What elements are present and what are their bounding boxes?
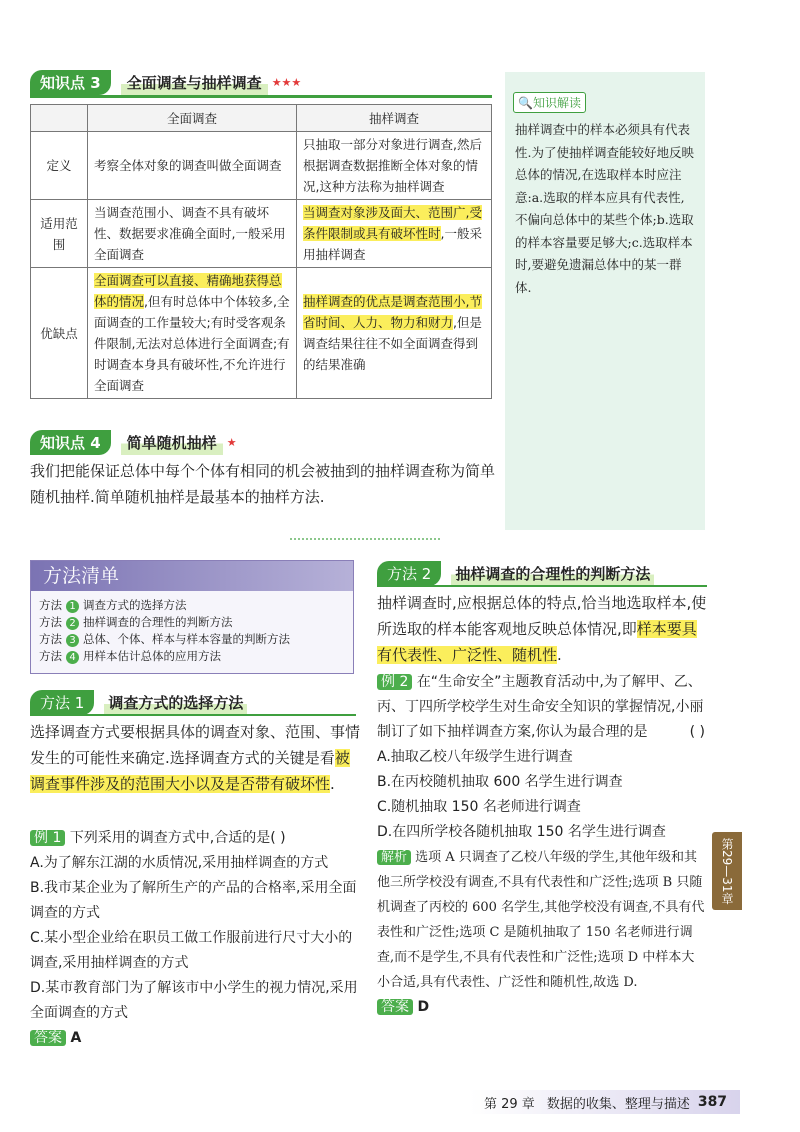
highlight-text: 被调查事件涉及的范围大小以及是否带有破坏性 [30, 749, 350, 793]
side-note-panel [505, 72, 705, 530]
table-header-row [31, 105, 492, 132]
side-note-text: 抽样调查中的样本必须具有代表性.为了使抽样调查能较好地反映总体的情况,在选取样本时应注意:a.选取的样本应具有代表性,不偏向总体中的某些个体;b.选取的样本容量要足够大;c.选取样本时,要避免遗漏总体中的某一群体. [515, 122, 694, 295]
cell-full: 考察全体对象的调查叫做全面调查 [88, 132, 297, 200]
option: D.某市教育部门为了解该市中小学生的视力情况,采用全面调查的方式 [30, 980, 358, 1021]
table-row [31, 268, 492, 399]
row-label: 定义 [31, 132, 88, 200]
list-item: 方法 3 总体、个体、样本与样本容量的判断方法 [39, 632, 290, 646]
option: A.抽取乙校八年级学生进行调查 [377, 749, 573, 765]
methods-list [31, 591, 353, 665]
table-header [31, 105, 88, 132]
m1-title: 调查方式的选择方法 [104, 690, 247, 715]
table-header: 抽样调查 [297, 105, 492, 132]
m2-rule [377, 585, 707, 587]
list-item: 方法 1 调查方式的选择方法 [39, 598, 187, 612]
kp3-stars: ★★★ [271, 75, 302, 89]
example-question: 例 2 在“生命安全”主题教育活动中,为了解甲、乙、丙、丁四所学校学生对生命安全知识的掌握情况,小丽制订了如下抽样调查方案,你认为最合理的是 ( ) [377, 670, 705, 745]
m1-text: 选择调查方式要根据具体的调查对象、范围、事情发生的可能性来确定.选择调查方式的关键是看被调查事件涉及的范围大小以及是否带有破坏性. [30, 723, 361, 793]
m1-header [30, 690, 247, 714]
cell-text: ,但有时总体中个体较多,全面调查的工作量较大;有时受客观条件限制,无法对总体进行全面调查;有时调查本身具有破坏性,不允许进行全面调查 [94, 294, 290, 393]
footer-title: 数据的收集、整理与描述 [546, 1096, 690, 1112]
kp3-title: 全面调查与抽样调查 [121, 70, 268, 95]
option: B.在丙校随机抽取 600 名学生进行调查 [377, 774, 623, 790]
m2-badge: 方法 2 [377, 561, 441, 586]
cell-text: ,一般采用抽样调查 [303, 226, 482, 262]
page-number: 387 [697, 1094, 728, 1110]
kp3-rule [30, 95, 492, 98]
option: C.随机抽取 150 名老师进行调查 [377, 799, 581, 815]
answer-paren: ( ) [689, 724, 705, 740]
footer-chapter: 第 29 章 [484, 1096, 535, 1112]
kp4-stars: ★ [226, 435, 237, 449]
list-item: 方法 2 抽样调查的合理性的判断方法 [39, 615, 233, 629]
cell-full: 当调查范围小、调查不具有破坏性、数据要求准确全面时,一般采用全面调查 [88, 200, 297, 268]
option: C.某小型企业给在职员工做工作服前进行尺寸大小的调查,采用抽样调查的方式 [30, 930, 353, 971]
number-badge: 1 [66, 600, 79, 613]
methods-list-title: 方法清单 [31, 561, 353, 591]
kp4-title: 简单随机抽样 [121, 430, 223, 455]
highlight-text: 全面调查可以直接、精确地获得总体的情况 [94, 273, 282, 309]
kp3-header [30, 70, 301, 94]
highlight-text: 样本要具有代表性、广泛性、随机性 [377, 620, 697, 664]
side-note-title [513, 92, 586, 113]
section-divider [290, 538, 440, 540]
option: D.在四所学校各随机抽取 150 名学生进行调查 [377, 824, 666, 840]
number-badge: 2 [66, 617, 79, 630]
answer-tag: 答案 [377, 999, 413, 1015]
cell-sample [297, 268, 492, 399]
comparison-table [30, 104, 492, 399]
magnifier-icon: 🔍 [518, 96, 533, 110]
example-question: 例 1 下列采用的调查方式中,合适的是( ) [30, 826, 360, 851]
row-label: 适用范围 [31, 200, 88, 268]
list-item: 方法 4 用样本估计总体的应用方法 [39, 649, 221, 663]
m1-example [30, 826, 360, 1051]
example-tag: 例 1 [30, 830, 65, 846]
highlight-text: 当调查对象涉及面大、范围广,受条件限制或具有破坏性时 [303, 205, 482, 241]
table-row [31, 132, 492, 200]
cell-full [88, 268, 297, 399]
table-row [31, 200, 492, 268]
cell-sample: 只抽取一部分对象进行调查,然后根据调查数据推断全体对象的情况,这种方法称为抽样调查 [297, 132, 492, 200]
methods-list-box [30, 560, 354, 674]
side-note-title-text: 知识解读 [532, 96, 581, 110]
page-footer [470, 1090, 740, 1114]
kp4-header [30, 430, 237, 454]
answer-tag: 答案 [30, 1030, 66, 1046]
option: A.为了解东江湖的水质情况,采用抽样调查的方式 [30, 855, 329, 871]
kp4-text: 我们把能保证总体中每个个体有相同的机会被抽到的抽样调查称为简单随机抽样.简单随机抽样是最基本的抽样方法. [30, 462, 496, 506]
kp4-badge: 知识点 4 [30, 430, 111, 455]
kp3-badge: 知识点 3 [30, 70, 111, 95]
row-label: 优缺点 [31, 268, 88, 399]
cell-sample [297, 200, 492, 268]
option: B.我市某企业为了解所生产的产品的合格率,采用全面调查的方式 [30, 880, 357, 921]
cell-text: ,但是调查结果往往不如全面调查得到的结果准确 [303, 315, 482, 372]
m2-text: 抽样调查时,应根据总体的特点,恰当地选取样本,使所选取的样本能客观地反映总体情况,即样本要具有代表性、广泛性、随机性. [377, 594, 707, 664]
m2-example [377, 670, 705, 1020]
example-tag: 例 2 [377, 674, 412, 690]
table-header: 全面调查 [88, 105, 297, 132]
answer: 答案 A [30, 1026, 360, 1051]
answer: 答案 D [377, 995, 705, 1020]
analysis: 解析 选项 A 只调查了乙校八年级的学生,其他年级和其他三所学校没有调查,不具有代表性和广泛性;选项 B 只随机调查了丙校的 600 名学生,其他学校没有调查,不具有代表性和广泛性;选项 C 是随机抽取了 150 名老师进行调查,而不是学生,不具有代表性和广泛性;选项 D 中样本大小合适,具有代表性、广泛性和随机性,故选 D. [377, 850, 705, 990]
analysis-tag: 解析 [377, 850, 411, 865]
number-badge: 3 [66, 634, 79, 647]
m1-rule [30, 714, 356, 716]
number-badge: 4 [66, 651, 79, 664]
m2-title: 抽样调查的合理性的判断方法 [451, 561, 654, 586]
m2-header [377, 561, 654, 585]
m1-badge: 方法 1 [30, 690, 94, 715]
chapter-side-tab: 第29—31章 [712, 832, 742, 910]
highlight-text: 抽样调查的优点是调查范围小,节省时间、人力、物力和财力 [303, 294, 482, 330]
